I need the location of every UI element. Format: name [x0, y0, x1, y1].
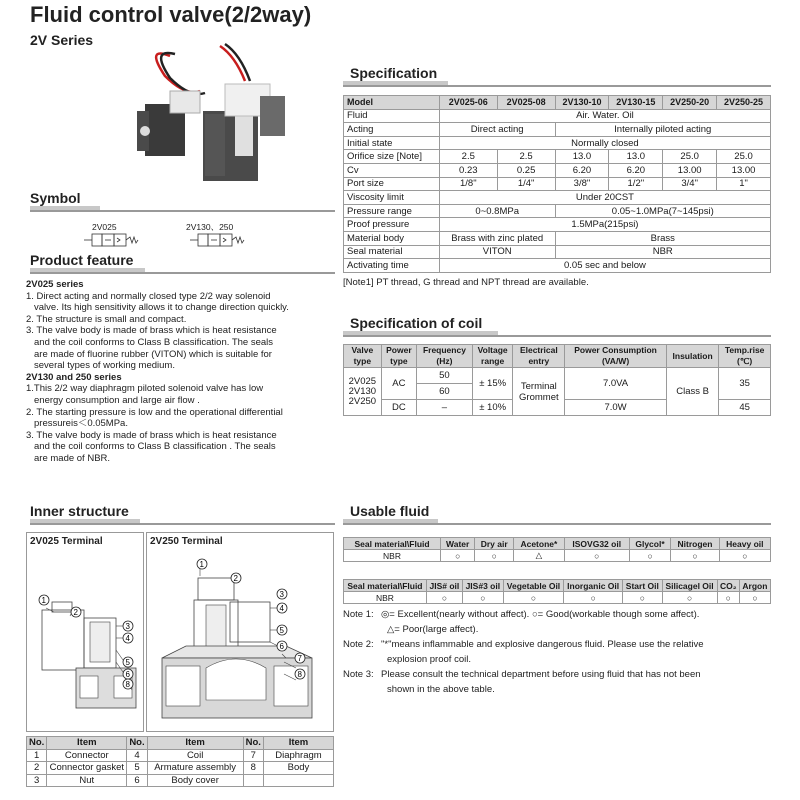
- fluid2-header-cell: JIS#3 oil: [462, 580, 503, 592]
- terminal-2v250-label: 2V250 Terminal: [150, 536, 223, 547]
- parts-cell: 5: [127, 762, 147, 775]
- fluid-note-line: shown in the above table.: [387, 684, 495, 695]
- spec-orifice-cell: 25.0: [663, 150, 717, 164]
- parts-cell: 1: [27, 749, 47, 762]
- parts-cell: Connector: [47, 749, 127, 762]
- spec-row-pressure: [344, 204, 771, 218]
- spec-orifice-cell: 2.5: [439, 150, 497, 164]
- spec-row-proof: [344, 218, 771, 232]
- spec-row-orifice: [344, 150, 771, 164]
- fluid1-header-cell: Nitrogen: [671, 538, 719, 550]
- coil-freq-60: 60: [417, 384, 473, 400]
- callout-2: [71, 607, 81, 617]
- spec-activating-label: Activating time: [344, 259, 440, 273]
- spec-header-2v250-20: 2V250-20: [663, 96, 717, 110]
- svg-text:3: 3: [125, 622, 130, 631]
- fluid2-header-cell: Vegetable Oil: [503, 580, 563, 592]
- fluid2-header-cell: Start Oil: [623, 580, 662, 592]
- fluid2-rating-cell: ○: [739, 592, 770, 604]
- parts-cell: [243, 774, 263, 787]
- parts-header-no-1: No.: [27, 737, 47, 750]
- spec-initial-value: Normally closed: [439, 136, 770, 150]
- specification-divider: [343, 85, 771, 87]
- spec-port-cell: 1/4": [497, 177, 555, 191]
- fluid2-rating-cell: ○: [462, 592, 503, 604]
- parts-cell: 2: [27, 762, 47, 775]
- callout-b-2: [231, 573, 241, 583]
- fluid-note-label: Note 1:: [343, 609, 374, 620]
- fluid1-header-cell: Acetone*: [514, 538, 565, 550]
- spec-cv-cell: 0.23: [439, 163, 497, 177]
- parts-table-row: [27, 762, 334, 775]
- fluid-note-body: [381, 607, 699, 637]
- feature-g1-item-1-line: valve. Its high sensitivity allows it to change direction quickly.: [34, 302, 289, 314]
- svg-text:6: 6: [125, 670, 130, 679]
- fluid2-header-cell: JIS# oil: [426, 580, 462, 592]
- spec-seal-direct: VITON: [439, 245, 555, 259]
- fluid-note-label: Note 3:: [343, 669, 374, 680]
- svg-text:4: 4: [125, 634, 130, 643]
- coil-temp-dc: 45: [719, 400, 771, 416]
- symbol-label-2v130-250: 2V130、250: [186, 222, 234, 232]
- spec-cv-cell: 6.20: [555, 163, 609, 177]
- svg-text:5: 5: [279, 626, 284, 635]
- spec-cv-cell: Cv: [344, 163, 440, 177]
- callout-b-4: [277, 603, 287, 613]
- fluid1-rating-cell: △: [514, 550, 565, 562]
- callout-4: [123, 633, 133, 643]
- coil-power-ac: 7.0VA: [565, 368, 667, 400]
- spec-orifice-cell: 13.0: [609, 150, 663, 164]
- spec-row-cv: [344, 163, 771, 177]
- parts-cell: 3: [27, 774, 47, 787]
- svg-text:2: 2: [233, 574, 238, 583]
- parts-cell: 7: [243, 749, 263, 762]
- spec-header-model: Model: [344, 96, 440, 110]
- fluid1-header-cell: Heavy oil: [719, 538, 770, 550]
- coil-freq-dc: –: [417, 400, 473, 416]
- svg-text:7: 7: [297, 654, 302, 663]
- fluid2-rating-cell: ○: [623, 592, 662, 604]
- parts-table-row: [27, 749, 334, 762]
- feature-g1-item-1-line: 1. Direct acting and normally closed type 2/2 way solenoid: [26, 290, 271, 302]
- spec-acting-direct: Direct acting: [439, 123, 555, 137]
- spec-activating-value: 0.05 sec and below: [439, 259, 770, 273]
- callout-b-1: [197, 559, 207, 569]
- spec-orifice-cell: 25.0: [717, 150, 771, 164]
- callout-b-8: [295, 669, 305, 679]
- feature-heading: Product feature: [30, 252, 134, 268]
- parts-table: [26, 736, 334, 787]
- spec-viscosity-label: Viscosity limit: [344, 191, 440, 205]
- spec-fluid-label: Fluid: [344, 109, 440, 123]
- feature-group2-title: 2V130 and 250 series: [26, 371, 122, 383]
- feature-g2-item-3-line: and the coil conforms to Class B classification . The seals: [34, 441, 276, 453]
- specification-heading: Specification: [350, 65, 438, 81]
- coil-header-3: Voltage range: [472, 345, 513, 368]
- fluid2-header-row: [344, 580, 771, 592]
- terminal-2v025-label: 2V025 Terminal: [30, 536, 103, 547]
- spec-body-piloted: Brass: [555, 231, 770, 245]
- coil-header-5: Power Consumption (VA/W): [565, 345, 667, 368]
- spec-header-row: [344, 96, 771, 110]
- spec-port-cell: 1/2": [609, 177, 663, 191]
- coil-insulation: Class B: [666, 368, 718, 416]
- usable-fluid-heading: Usable fluid: [350, 503, 430, 519]
- fluid1-header-cell: ISOVG32 oil: [564, 538, 629, 550]
- spec-proof-value: 1.5MPa(215psi): [439, 218, 770, 232]
- fluid1-rating-cell: ○: [671, 550, 719, 562]
- feature-g2-item-2-line: 2. The starting pressure is low and the operational differential: [26, 406, 283, 418]
- feature-g1-item-3-line: several types of working medium.: [34, 360, 175, 372]
- spec-proof-label: Proof pressure: [344, 218, 440, 232]
- fluid1-rating-cell: ○: [629, 550, 671, 562]
- parts-cell: Connector gasket: [47, 762, 127, 775]
- callout-8: [123, 679, 133, 689]
- fluid2-rating-cell: ○: [426, 592, 462, 604]
- spec-port-cell: 3/8": [555, 177, 609, 191]
- fluid1-nbr-row: [344, 550, 771, 562]
- spec-body-direct: Brass with zinc plated: [439, 231, 555, 245]
- spec-header-2v250-25: 2V250-25: [717, 96, 771, 110]
- feature-g2-item-1-line: 1.This 2/2 way diaphragm piloted solenoid valve has low: [26, 383, 264, 395]
- fluid2-nbr-row: [344, 592, 771, 604]
- fluid2-rating-cell: NBR: [344, 592, 427, 604]
- fluid2-rating-cell: ○: [662, 592, 717, 604]
- fluid2-header-cell: Argon: [739, 580, 770, 592]
- svg-text:8: 8: [125, 680, 130, 689]
- feature-g1-item-3-line: and the coil conforms to Class B classification. The seals: [34, 336, 274, 348]
- fluid2-rating-cell: ○: [564, 592, 623, 604]
- coil-header-7: Temp.rise (℃): [719, 345, 771, 368]
- callout-3: [123, 621, 133, 631]
- spec-row-seal: [344, 245, 771, 259]
- parts-cell: Body: [263, 762, 333, 775]
- spec-header-2v130-10: 2V130-10: [555, 96, 609, 110]
- symbol-divider: [30, 210, 335, 212]
- parts-cell: Nut: [47, 774, 127, 787]
- spec-row-port: [344, 177, 771, 191]
- callout-b-5: [277, 625, 287, 635]
- svg-text:5: 5: [125, 658, 130, 667]
- specification-table: [343, 95, 771, 273]
- inner-structure-2v250-callouts: [146, 550, 334, 732]
- feature-group1-list: [26, 291, 338, 372]
- usable-fluid-table-1: [343, 537, 771, 562]
- fluid1-rating-cell: ○: [475, 550, 514, 562]
- callout-6: [123, 669, 133, 679]
- feature-g1-item-2-line: 2. The structure is small and compact.: [26, 313, 187, 325]
- parts-header-item-2: Item: [147, 737, 243, 750]
- parts-cell: 4: [127, 749, 147, 762]
- callout-b-6: [277, 641, 287, 651]
- spec-header-2v025-08: 2V025-08: [497, 96, 555, 110]
- parts-cell: 6: [127, 774, 147, 787]
- fluid-notes: [343, 607, 783, 697]
- parts-header-no-2: No.: [127, 737, 147, 750]
- spec-header-2v130-15: 2V130-15: [609, 96, 663, 110]
- coil-table: [343, 344, 771, 416]
- svg-text:4: 4: [279, 604, 284, 613]
- fluid2-rating-cell: ○: [717, 592, 739, 604]
- usable-fluid-table-2: [343, 579, 771, 604]
- coil-valve-types: 2V025 2V130 2V250: [344, 368, 382, 416]
- coil-header-0: Valve type: [344, 345, 382, 368]
- spec-orifice-cell: Orifice size [Note]: [344, 150, 440, 164]
- spec-seal-label: Seal material: [344, 245, 440, 259]
- fluid-note-3: [343, 667, 783, 697]
- valve-symbol-2v025-icon: [82, 232, 142, 248]
- fluid1-rating-cell: NBR: [344, 550, 441, 562]
- coil-header-2: Frequency (Hz): [417, 345, 473, 368]
- spec-body-label: Material body: [344, 231, 440, 245]
- product-photo: [125, 36, 300, 186]
- spec-seal-piloted: NBR: [555, 245, 770, 259]
- svg-text:6: 6: [279, 642, 284, 651]
- fluid-note-line: "*"means inflammable and explosive dangerous fluid. Please use the relative: [381, 639, 704, 650]
- spec-header-2v025-06: 2V025-06: [439, 96, 497, 110]
- fluid1-header-cell: Glycol*: [629, 538, 671, 550]
- spec-port-cell: Port size: [344, 177, 440, 191]
- spec-row-acting: [344, 123, 771, 137]
- svg-text:2: 2: [73, 608, 78, 617]
- spec-acting-label: Acting: [344, 123, 440, 137]
- svg-text:8: 8: [297, 670, 302, 679]
- spec-pressure-direct: 0~0.8MPa: [439, 204, 555, 218]
- feature-group2-list: [26, 383, 338, 464]
- parts-cell: Armature assembly: [147, 762, 243, 775]
- coil-entry: Terminal Grommet: [513, 368, 565, 416]
- spec-pressure-piloted: 0.05~1.0MPa(7~145psi): [555, 204, 770, 218]
- feature-text-block: [26, 279, 338, 465]
- fluid-note-body: [381, 637, 704, 667]
- parts-header-item-3: Item: [263, 737, 333, 750]
- spec-row-viscosity: [344, 191, 771, 205]
- spec-cv-cell: 6.20: [609, 163, 663, 177]
- page-subtitle: 2V Series: [30, 32, 94, 48]
- parts-cell: Body cover: [147, 774, 243, 787]
- feature-g1-item-3-line: are made of fluorine rubber (VITON) which is suitable for: [34, 348, 272, 360]
- coil-row-ac-50: [344, 368, 771, 384]
- fluid-note-2: [343, 637, 783, 667]
- coil-header-1: Power type: [381, 345, 416, 368]
- spec-cv-cell: 13.00: [717, 163, 771, 177]
- spec-pressure-label: Pressure range: [344, 204, 440, 218]
- fluid2-header-cell: Seal material\Fluid: [344, 580, 427, 592]
- coil-dc: DC: [381, 400, 416, 416]
- feature-divider: [30, 272, 335, 274]
- fluid1-rating-cell: ○: [441, 550, 475, 562]
- spec-row-body: [344, 231, 771, 245]
- svg-text:1: 1: [199, 560, 204, 569]
- coil-header-4: Electrical entry: [513, 345, 565, 368]
- parts-cell: Diaphragm: [263, 749, 333, 762]
- coil-header-row: [344, 345, 771, 368]
- spec-port-cell: 1/8": [439, 177, 497, 191]
- parts-table-row: [27, 774, 334, 787]
- spec-initial-label: Initial state: [344, 136, 440, 150]
- feature-g2-item-2-line: pressureis＜0.05MPa.: [34, 418, 128, 430]
- feature-g1-item-3-line: 3. The valve body is made of brass which is heat resistance: [26, 325, 277, 337]
- coil-ac: AC: [381, 368, 416, 400]
- coil-divider: [343, 335, 771, 337]
- feature-g2-item-1-line: energy consumption and large air flow .: [34, 394, 200, 406]
- parts-cell: 8: [243, 762, 263, 775]
- callout-1: [39, 595, 49, 605]
- fluid-note-body: [381, 667, 701, 697]
- spec-cv-cell: 0.25: [497, 163, 555, 177]
- coil-temp-ac: 35: [719, 368, 771, 400]
- parts-table-header: [27, 737, 334, 750]
- fluid-note-line: ◎= Excellent(nearly without affect). ○= Good(workable though some affect).: [381, 609, 700, 620]
- callout-5: [123, 657, 133, 667]
- spec-acting-piloted: Internally piloted acting: [555, 123, 770, 137]
- fluid1-header-row: [344, 538, 771, 550]
- usable-fluid-divider: [343, 523, 771, 525]
- spec-port-cell: 3/4": [663, 177, 717, 191]
- feature-g2-item-3-line: are made of NBR.: [34, 452, 111, 464]
- valve-symbol-2v130-icon: [188, 232, 250, 248]
- feature-g2-item-3-line: 3. The valve body is made of brass which is heat resistance: [26, 429, 277, 441]
- coil-volt-dc: ± 10%: [472, 400, 513, 416]
- inner-structure-heading: Inner structure: [30, 503, 129, 519]
- coil-header-6: Insulation: [666, 345, 718, 368]
- coil-volt-ac: ± 15%: [472, 368, 513, 400]
- inner-structure-divider: [30, 523, 335, 525]
- fluid2-header-cell: CO₂: [717, 580, 739, 592]
- symbol-label-2v025: 2V025: [92, 222, 117, 232]
- parts-header-no-3: No.: [243, 737, 263, 750]
- spec-cv-cell: 13.00: [663, 163, 717, 177]
- spec-row-fluid: [344, 109, 771, 123]
- svg-text:1: 1: [41, 596, 46, 605]
- fluid1-rating-cell: ○: [564, 550, 629, 562]
- spec-fluid-value: Air. Water. Oil: [439, 109, 770, 123]
- fluid-note-line: Please consult the technical department before using fluid that has not been: [381, 669, 701, 680]
- feature-group1-title: 2V025 series: [26, 279, 84, 290]
- fluid-note-line: △= Poor(large affect).: [387, 624, 479, 635]
- parts-header-item-1: Item: [47, 737, 127, 750]
- fluid1-header-cell: Seal material\Fluid: [344, 538, 441, 550]
- parts-cell: Coil: [147, 749, 243, 762]
- symbol-heading: Symbol: [30, 190, 81, 206]
- coil-power-dc: 7.0W: [565, 400, 667, 416]
- svg-text:3: 3: [279, 590, 284, 599]
- fluid1-header-cell: Dry air: [475, 538, 514, 550]
- parts-cell: [263, 774, 333, 787]
- spec-viscosity-value: Under 20CST: [439, 191, 770, 205]
- spec-orifice-cell: 2.5: [497, 150, 555, 164]
- fluid1-rating-cell: ○: [719, 550, 770, 562]
- page-title: Fluid control valve(2/2way): [30, 2, 312, 27]
- spec-note: [Note1] PT thread, G thread and NPT thread are available.: [343, 277, 589, 288]
- callout-b-7: [295, 653, 305, 663]
- fluid1-header-cell: Water: [441, 538, 475, 550]
- inner-structure-2v025-callouts: [26, 550, 144, 732]
- fluid2-header-cell: Inorganic Oil: [564, 580, 623, 592]
- spec-port-cell: 1": [717, 177, 771, 191]
- callout-b-3: [277, 589, 287, 599]
- coil-freq-50: 50: [417, 368, 473, 384]
- fluid-note-1: [343, 607, 783, 637]
- spec-orifice-cell: 13.0: [555, 150, 609, 164]
- coil-heading: Specification of coil: [350, 315, 483, 331]
- fluid-note-line: explosion proof coil.: [387, 654, 471, 665]
- fluid-note-label: Note 2:: [343, 639, 374, 650]
- spec-row-initial: [344, 136, 771, 150]
- fluid2-rating-cell: ○: [503, 592, 563, 604]
- fluid2-header-cell: Silicagel Oil: [662, 580, 717, 592]
- spec-row-activating: [344, 259, 771, 273]
